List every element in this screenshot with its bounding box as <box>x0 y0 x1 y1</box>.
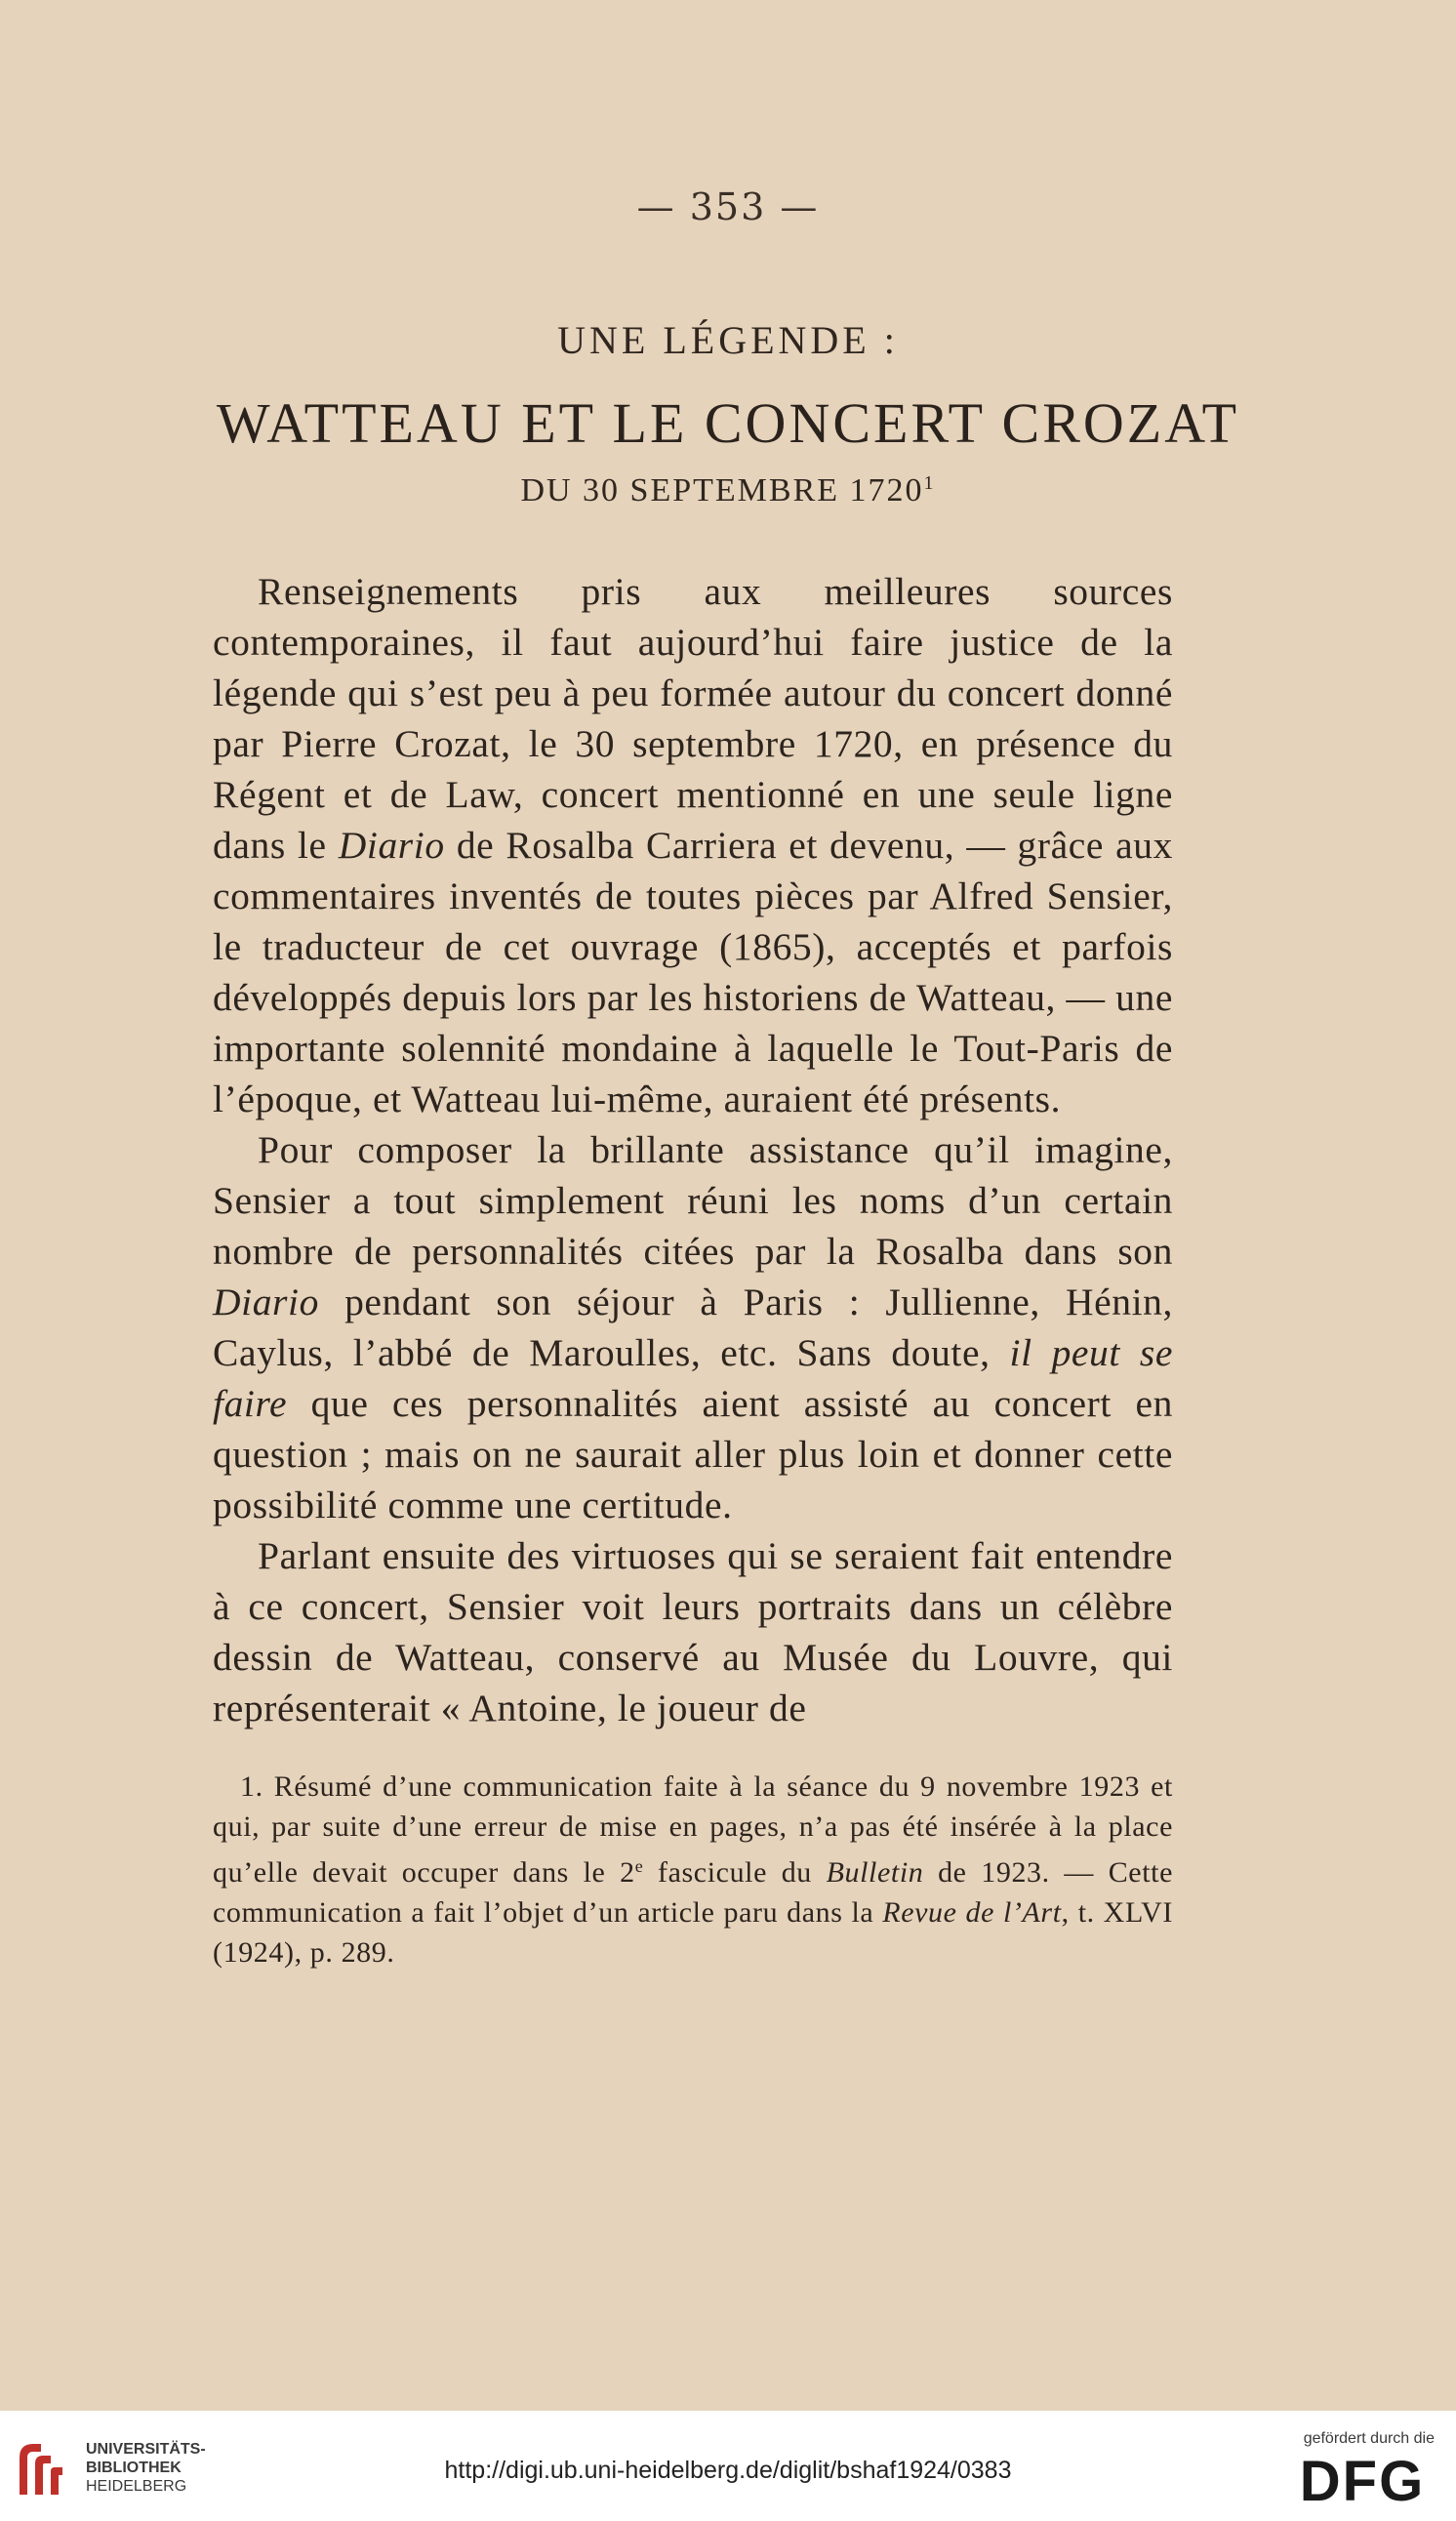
paragraph-2-text-b: pendant son séjour à Paris : Jullienne, Hénin, Caylus, l’abbé de Maroulles, etc. Sans doute, <box>213 1281 1173 1374</box>
funded-by-label: gefördert durch die <box>1303 2430 1435 2447</box>
footnote <box>213 1767 1173 1972</box>
footnote-text-b: fascicule du <box>658 1856 812 1889</box>
paragraph-1-text: Renseignements pris aux meilleures sources contemporaines, il faut aujourd’hui faire justice de la légende qui s’est peu à peu formée autour du concert donné par Pierre Crozat, le 30 septembre 1720, en présence du Régent et de Law, concert mentionné en une seule ligne dans le <box>213 570 1173 867</box>
page-number: — 353 — <box>636 185 820 228</box>
paragraph-2-text-a: Pour composer la brillante assistance qu’il imagine, Sensier a tout simplement réuni les noms d’un certain nombre de personnalités citées par la Rosalba dans son <box>213 1128 1173 1273</box>
subtitle-text: DU 30 SEPTEMBRE 1720 <box>520 472 924 508</box>
paragraph-2-text-c: que ces personnalités aient assisté au concert en question ; mais on ne saurait aller plus loin et donner cette possibilité comme une certitude. <box>213 1382 1173 1526</box>
footnote-text-a: 1. Résumé d’une communication faite à la séance du 9 novembre 1923 et qui, par suite d’une erreur de mise en pages, n’a pas été insérée à la place qu’elle devait occuper dans le 2 <box>213 1770 1173 1889</box>
footnote-text-d: , t. XLVI (1924), p. 289. <box>213 1896 1173 1969</box>
paragraph-3: Parlant ensuite des virtuoses qui se seraient fait entendre à ce concert, Sensier voit leurs portraits dans un célèbre dessin de Watteau, conservé au Musée du Louvre, qui représenterait « Antoine, le joueur de <box>213 1534 1173 1729</box>
library-name-line-1: UNIVERSITÄTS- <box>86 2441 206 2458</box>
body-text <box>213 566 1173 1733</box>
source-url-link[interactable]: http://digi.ub.uni-heidelberg.de/diglit/bshaf1924/0383 <box>444 2457 1012 2484</box>
italic-title: Diario <box>338 824 445 867</box>
footnote-marker: 1 <box>923 472 936 494</box>
italic-title: Bulletin <box>826 1856 924 1889</box>
footnote-1 <box>213 1767 1173 1972</box>
dfg-logo-icon <box>1288 2452 1436 2506</box>
article-overtitle: UNE LÉGENDE : <box>557 318 899 362</box>
paragraph-2 <box>213 1124 1173 1530</box>
article-subtitle <box>0 472 1456 509</box>
italic-phrase: il peut se faire <box>213 1331 1173 1425</box>
paragraph-1 <box>213 566 1173 1124</box>
footnote-superscript: e <box>634 1856 644 1876</box>
paragraph-1-continuation: de Rosalba Carriera et devenu, — grâce aux commentaires inventés de toutes pièces par Alfred Sensier, le traducteur de cet ouvrage (1865), acceptés et parfois développés depuis lors par les historiens de Watteau, — une importante solennité mondaine à laquelle le Tout-Paris de l’époque, et Watteau lui-même, auraient été présents. <box>213 824 1173 1120</box>
footnote-text-c: de 1923. — Cette communication a fait l’objet d’un article paru dans la <box>213 1856 1174 1929</box>
italic-title: Revue de l’Art <box>882 1896 1062 1929</box>
italic-title: Diario <box>213 1281 319 1323</box>
library-name-line-3: HEIDELBERG <box>86 2478 187 2495</box>
dfg-logo-text: DFG <box>1299 2452 1426 2506</box>
library-name-line-2: BIBLIOTHEK <box>86 2460 182 2476</box>
article-title: WATTEAU ET LE CONCERT CROZAT <box>216 391 1240 455</box>
